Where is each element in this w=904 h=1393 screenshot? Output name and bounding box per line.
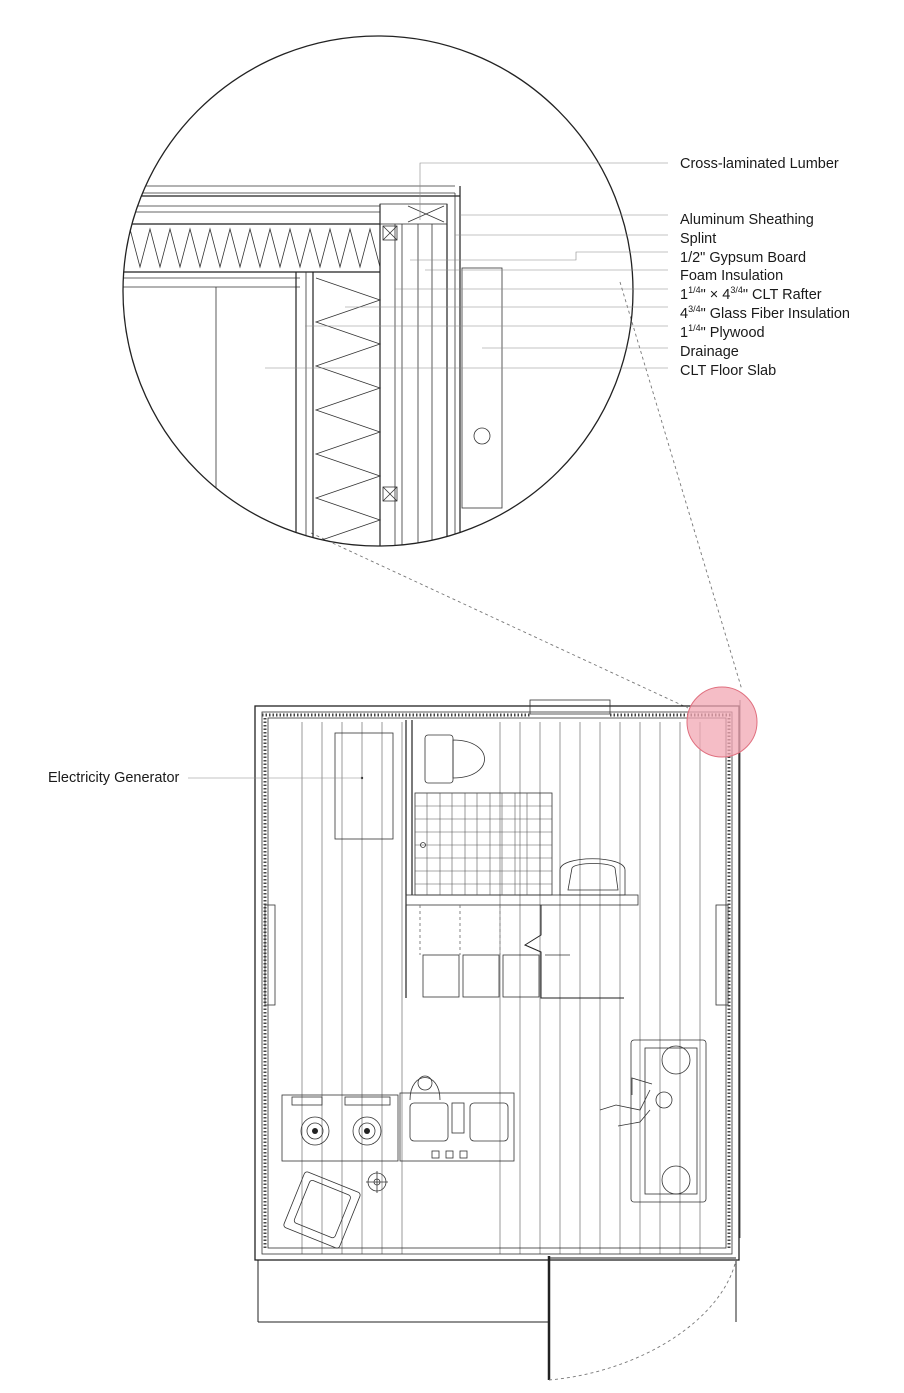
label-aluminum-sheathing: Aluminum Sheathing [680, 212, 814, 228]
plan-labels [48, 770, 362, 786]
label-gypsum-board: 1/2" Gypsum Board [680, 250, 807, 266]
person-at-sink-icon [410, 1076, 440, 1100]
wall-detail-magnified [100, 36, 633, 560]
label-splint: Splint [680, 231, 717, 247]
label-electricity-generator: Electricity Generator [48, 770, 180, 786]
detail-labels [680, 156, 850, 379]
detail-callout-circle [687, 687, 757, 757]
floor-lamp-icon [366, 1171, 388, 1193]
sofa-icon [631, 1040, 706, 1202]
desk-chair-icon [560, 859, 625, 895]
label-cross-laminated-lumber: Cross-laminated Lumber [680, 156, 839, 172]
label-clt-rafter: $1^{1/4}$" × $4^{3/4}$" CLT Rafter [680, 285, 822, 303]
shower-tiles [415, 793, 552, 895]
entrance-porch [258, 1258, 736, 1322]
floor-boards [302, 722, 700, 1254]
kitchen-sink-icon [400, 1093, 514, 1161]
toilet-icon [425, 735, 485, 783]
label-drainage: Drainage [680, 344, 739, 360]
stove-icon [282, 1095, 398, 1161]
label-glass-fiber-insulation: $4^{3/4}$" Glass Fiber Insulation [680, 304, 850, 322]
detail-leader-lines [265, 163, 668, 368]
bar-stools [423, 955, 539, 997]
label-foam-insulation: Foam Insulation [680, 268, 784, 284]
seated-person-icon [600, 1078, 672, 1126]
label-plywood: $1^{1/4}$" Plywood [680, 323, 765, 341]
floor-plan [255, 687, 757, 1380]
electricity-generator-icon [335, 733, 393, 839]
label-clt-floor-slab: CLT Floor Slab [680, 363, 777, 379]
entry-door-icon [549, 1256, 736, 1380]
